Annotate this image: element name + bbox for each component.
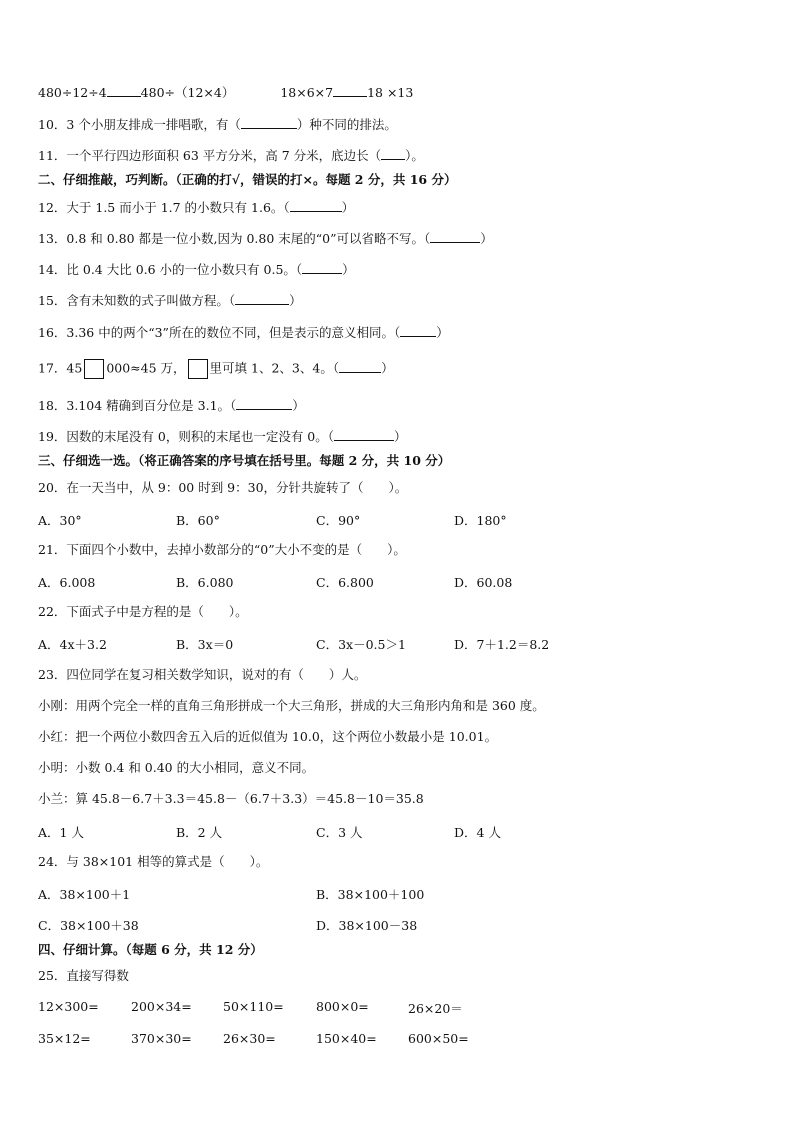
calc-item: 200×34= <box>131 999 192 1014</box>
answer-blank[interactable] <box>107 84 141 97</box>
option-a[interactable]: A．6.008 <box>38 575 96 590</box>
option-a[interactable]: A．1 人 <box>38 825 84 840</box>
calc-item: 50×110= <box>223 999 284 1014</box>
answer-blank[interactable] <box>290 199 342 212</box>
option-c[interactable]: C．3x－0.5＞1 <box>316 637 406 652</box>
question-12 <box>38 199 354 216</box>
option-c[interactable]: C．38×100＋38 <box>38 918 139 933</box>
question-text: ） <box>394 429 407 444</box>
question-text: ） <box>342 262 355 277</box>
option-c[interactable]: C．3 人 <box>316 825 363 840</box>
option-d[interactable]: D．180° <box>454 513 507 528</box>
answer-blank[interactable] <box>339 360 381 373</box>
question-text: ）。 <box>405 148 424 163</box>
question-22-options <box>38 635 758 651</box>
option-b[interactable]: B．38×100＋100 <box>316 887 425 902</box>
option-c[interactable]: C．6.800 <box>316 575 374 590</box>
answer-blank[interactable] <box>400 324 436 337</box>
option-a[interactable]: A．30° <box>38 513 82 528</box>
question-text: 19．因数的末尾没有 0，则积的末尾也一定没有 0。（ <box>38 429 335 444</box>
question-text: 17．45 <box>38 360 83 376</box>
question-23-options <box>38 823 758 839</box>
section-4-heading: 四、仔细计算。（每题 6 分，共 12 分） <box>38 942 263 957</box>
answer-blank[interactable] <box>430 230 480 243</box>
answer-blank[interactable] <box>302 261 342 274</box>
question-text: 11．一个平行四边形面积 63 平方分米，高 7 分米，底边长（ <box>38 148 382 163</box>
calc-item: 26×20＝ <box>408 1001 463 1016</box>
calc-item: 600×50= <box>408 1031 469 1046</box>
question-text: 里可填 1、2、3、4。（ <box>209 360 340 376</box>
question-text: ）种不同的排法。 <box>296 117 397 132</box>
option-a[interactable]: A．4x＋3.2 <box>38 637 107 652</box>
section-3-heading: 三、仔细选一选。（将正确答案的序号填在括号里。每题 2 分，共 10 分） <box>38 453 451 468</box>
calc-row-2 <box>38 1031 758 1047</box>
answer-blank[interactable] <box>236 397 292 410</box>
option-a[interactable]: A．38×100＋1 <box>38 887 131 902</box>
question-text: 18．3.104 精确到百分位是 3.1。（ <box>38 398 237 413</box>
question-24: 24．与 38×101 相等的算式是（ ）。 <box>38 854 269 869</box>
calc-item: 150×40= <box>316 1031 377 1046</box>
section-2-heading: 二、仔细推敲，巧判断。（正确的打√，错误的打×。每题 2 分，共 16 分） <box>38 172 457 187</box>
question-24-options-row-2 <box>38 916 758 932</box>
question-text: ） <box>341 200 355 215</box>
statement-xiaogang: 小刚：用两个完全一样的直角三角形拼成一个大三角形，拼成的大三角形内角和是 360 度。 <box>38 698 545 713</box>
question-21: 21．下面四个小数中，去掉小数部分的“0”大小不变的是（ ）。 <box>38 542 406 557</box>
question-text: 14．比 0.4 大比 0.6 小的一位小数只有 0.5。（ <box>38 262 303 277</box>
question-text: 16．3.36 中的两个“3”所在的数位不同，但是表示的意义相同。（ <box>38 325 401 340</box>
calc-item: 12×300= <box>38 999 99 1014</box>
calc-row-1 <box>38 999 758 1015</box>
question-10 <box>38 116 397 133</box>
question-17 <box>38 359 394 379</box>
question-text: 12．大于 1.5 而小于 1.7 的小数只有 1.6。（ <box>38 200 290 215</box>
option-c[interactable]: C．90° <box>316 513 361 528</box>
question-9-line <box>38 84 413 101</box>
question-text: ） <box>436 325 449 340</box>
question-text: 15．含有未知数的式子叫做方程。（ <box>38 293 236 308</box>
question-19 <box>38 428 407 445</box>
digit-box[interactable] <box>84 359 104 379</box>
question-20: 20．在一天当中，从 9：00 时到 9：30，分针共旋转了（ ）。 <box>38 480 408 495</box>
calc-item: 26×30= <box>223 1031 276 1046</box>
question-text: 000≈45 万， <box>106 360 186 376</box>
option-d[interactable]: D．4 人 <box>454 825 501 840</box>
question-20-options <box>38 511 758 527</box>
calc-item: 800×0= <box>316 999 369 1014</box>
answer-blank[interactable] <box>241 116 297 129</box>
question-text: ） <box>292 398 305 413</box>
question-text: ） <box>289 293 302 308</box>
expr: 18×6×7 <box>280 85 334 100</box>
statement-xiaohong: 小红：把一个两位小数四舍五入后的近似值为 10.0，这个两位小数最小是 10.01。 <box>38 729 498 744</box>
question-text: ） <box>480 231 493 246</box>
expr: 480÷（12×4） <box>140 85 235 100</box>
statement-xiaoming: 小明：小数 0.4 和 0.40 的大小相同，意义不同。 <box>38 760 315 775</box>
expr: 18 ×13 <box>367 85 414 100</box>
answer-blank[interactable] <box>333 84 367 97</box>
question-18 <box>38 397 305 414</box>
answer-blank[interactable] <box>381 147 405 160</box>
option-b[interactable]: B．2 人 <box>176 825 223 840</box>
question-14 <box>38 261 355 278</box>
expr: 480÷12÷4 <box>38 85 107 100</box>
answer-blank[interactable] <box>235 292 289 305</box>
question-text: 10．3 个小朋友排成一排唱歌，有（ <box>38 117 241 132</box>
option-b[interactable]: B．6.080 <box>176 575 234 590</box>
question-15 <box>38 292 302 309</box>
answer-blank[interactable] <box>334 428 394 441</box>
question-text: 13．0.8 和 0.80 都是一位小数,因为 0.80 末尾的“0”可以省略不写。（ <box>38 231 431 246</box>
question-text: ） <box>381 360 394 376</box>
calc-item: 370×30= <box>131 1031 192 1046</box>
question-22: 22．下面式子中是方程的是（ ）。 <box>38 604 248 619</box>
statement-xiaolan: 小兰：算 45.8－6.7＋3.3＝45.8－（6.7＋3.3）＝45.8－10＝35.8 <box>38 791 424 806</box>
question-11 <box>38 147 424 164</box>
option-d[interactable]: D．7＋1.2＝8.2 <box>454 637 550 652</box>
question-16 <box>38 324 449 341</box>
option-d[interactable]: D．60.08 <box>454 575 513 590</box>
question-23: 23．四位同学在复习相关数学知识，说对的有（ ）人。 <box>38 667 367 682</box>
question-13 <box>38 230 493 247</box>
question-24-options-row-1 <box>38 885 758 901</box>
question-21-options <box>38 573 758 589</box>
question-25: 25．直接写得数 <box>38 968 129 983</box>
digit-box[interactable] <box>188 359 208 379</box>
option-d[interactable]: D．38×100－38 <box>316 918 418 933</box>
option-b[interactable]: B．60° <box>176 513 220 528</box>
option-b[interactable]: B．3x＝0 <box>176 637 234 652</box>
calc-item: 35×12= <box>38 1031 91 1046</box>
